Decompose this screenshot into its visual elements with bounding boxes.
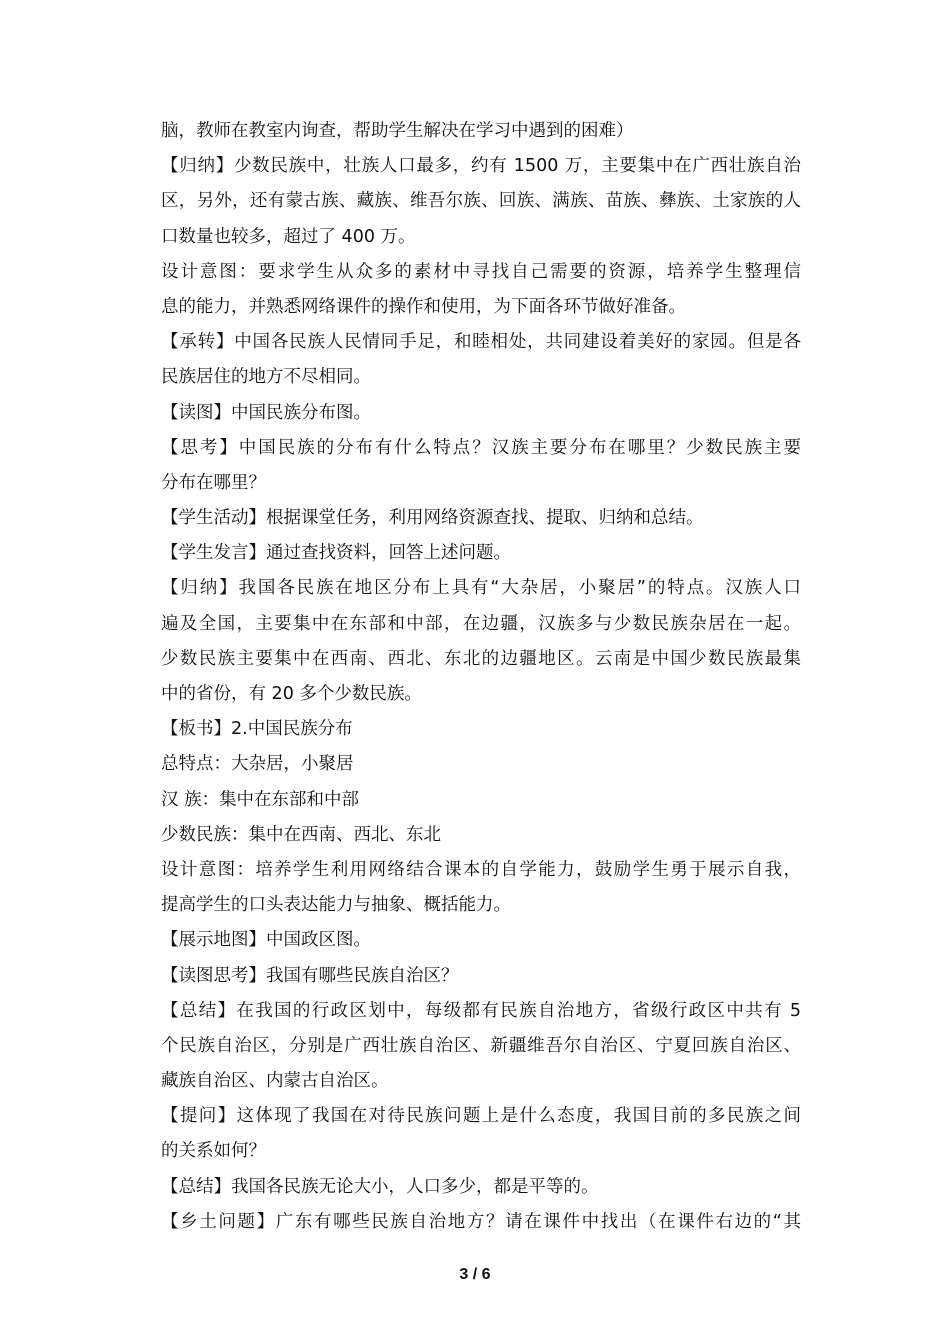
text-line: 息的能力，并熟悉网络课件的操作和使用，为下面各环节做好准备。 xyxy=(161,296,686,317)
text-line: 【归纳】我国各民族在地区分布上具有“大杂居，小聚居”的特点。汉族人口 xyxy=(161,578,801,599)
text-line: 脑，教师在教室内询查，帮助学生解决在学习中遇到的困难） xyxy=(161,121,634,141)
text-line: 【总结】我国各民族无论大小，人口多少，都是平等的。 xyxy=(161,1176,599,1197)
text-line: 【展示地图】中国政区图。 xyxy=(161,930,371,951)
text-line: 【学生活动】根据课堂任务，利用网络资源查找、提取、归纳和总结。 xyxy=(161,508,704,529)
text-line: 民族居住的地方不尽相同。 xyxy=(161,367,371,388)
text-line: 【总结】在我国的行政区划中，每级都有民族自治地方，省级行政区中共有 5 xyxy=(161,1000,801,1021)
text-line: 中的省份，有 20 多个少数民族。 xyxy=(161,684,422,704)
text-line: 个民族自治区，分别是广西壮族自治区、新疆维吾尔自治区、宁夏回族自治区、 xyxy=(161,1035,801,1056)
text-line: 【读图】中国民族分布图。 xyxy=(161,402,371,423)
text-line: 【学生发言】通过查找资料，回答上述问题。 xyxy=(161,543,511,564)
text-line: 少数民族：集中在西南、西北、东北 xyxy=(161,824,441,845)
text-line: 【承转】中国各民族人民情同手足，和睦相处，共同建设着美好的家园。但是各 xyxy=(161,332,801,353)
document-body xyxy=(161,114,801,1240)
text-line: 【板书】2.中国民族分布 xyxy=(161,719,353,740)
text-line: 设计意图：要求学生从众多的素材中寻找自己需要的资源，培养学生整理信 xyxy=(161,261,801,282)
text-line: 【提问】这体现了我国在对待民族问题上是什么态度，我国目前的多民族之间 xyxy=(161,1106,801,1127)
text-line: 分布在哪里？ xyxy=(161,472,266,493)
text-line: 【思考】中国民族的分布有什么特点？汉族主要分布在哪里？少数民族主要 xyxy=(161,437,801,458)
page-number: 3 / 6 xyxy=(459,1266,491,1283)
text-line: 总特点：大杂居，小聚居 xyxy=(161,754,354,775)
text-line: 口数量也较多，超过了 400 万。 xyxy=(161,226,416,247)
text-line: 的关系如何？ xyxy=(161,1141,266,1162)
text-line: 【乡土问题】广东有哪些民族自治地方？请在课件中找出（在课件右边的“其 xyxy=(161,1211,801,1232)
text-line: 藏族自治区、内蒙古自治区。 xyxy=(161,1071,389,1092)
text-line: 少数民族主要集中在西南、西北、东北的边疆地区。云南是中国少数民族最集 xyxy=(161,648,801,669)
text-line: 区，另外，还有蒙古族、藏族、维吾尔族、回族、满族、苗族、彝族、土家族的人 xyxy=(161,191,801,212)
text-line: 汉 族：集中在东部和中部 xyxy=(161,789,360,810)
text-line: 【归纳】少数民族中，壮族人口最多，约有 1500 万，主要集中在广西壮族自治 xyxy=(161,156,801,177)
text-line: 提高学生的口头表达能力与抽象、概括能力。 xyxy=(161,895,511,916)
text-line: 设计意图：培养学生利用网络结合课本的自学能力，鼓励学生勇于展示自我， xyxy=(161,859,801,880)
text-line: 遍及全国，主要集中在东部和中部，在边疆，汉族多与少数民族杂居在一起。 xyxy=(161,613,801,634)
text-line: 【读图思考】我国有哪些民族自治区？ xyxy=(161,965,459,986)
